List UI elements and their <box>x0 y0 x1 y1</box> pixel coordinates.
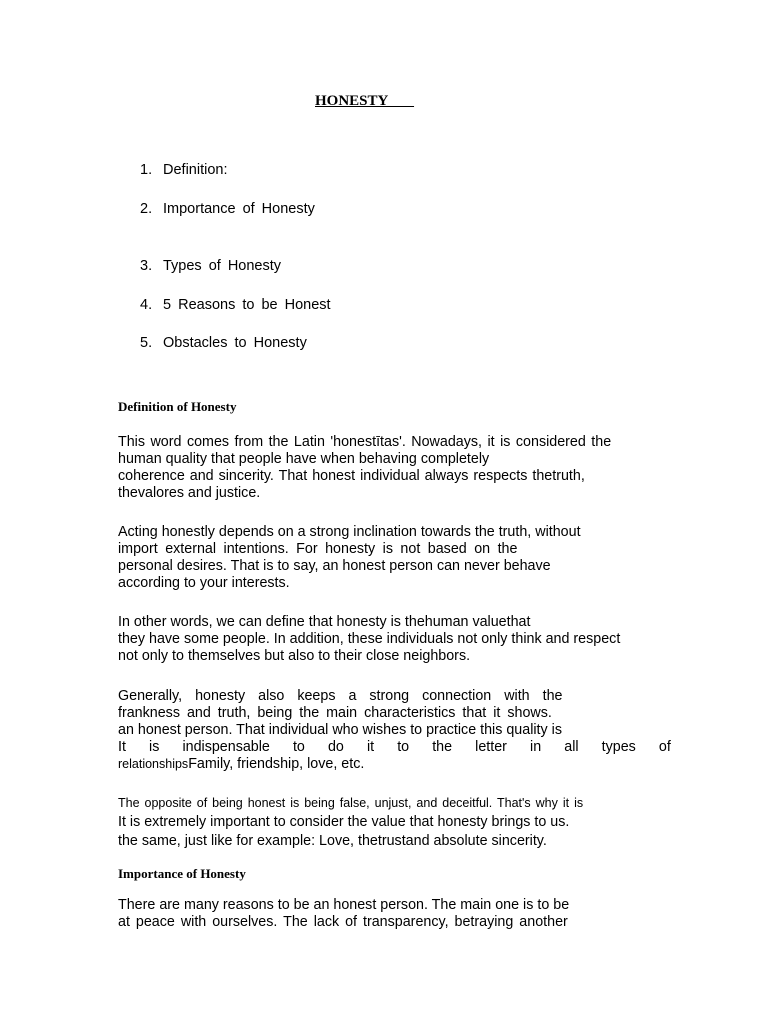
toc-item <box>140 297 331 313</box>
word: to <box>397 739 410 755</box>
paragraph-line: human quality that people have when behaving completely <box>118 451 490 467</box>
word: it <box>366 739 375 755</box>
word: in <box>530 739 542 755</box>
word: letter <box>475 739 507 755</box>
paragraph-line: It is extremely important to consider the value that honesty brings to us. <box>118 814 570 830</box>
paragraph <box>118 434 611 502</box>
word: of <box>658 739 671 755</box>
section-heading-definition: Definition of Honesty <box>118 399 237 414</box>
paragraph-line <box>118 756 671 773</box>
word: types <box>601 739 636 755</box>
paragraph-line: There are many reasons to be an honest person. The main one is to be <box>118 897 570 913</box>
toc-item-number: 4. <box>140 297 153 313</box>
paragraph-line: In other words, we can define that honesty is thehuman valuethat <box>118 614 531 630</box>
toc-item-text: Importance of Honesty <box>163 201 315 217</box>
toc-item <box>140 258 281 274</box>
word: indispensable <box>182 739 270 755</box>
toc-item-text: Obstacles to Honesty <box>163 335 307 351</box>
toc-item-number: 5. <box>140 335 153 351</box>
document-title: HONESTY <box>315 93 415 109</box>
paragraph-text: Family, friendship, love, etc. <box>188 756 365 772</box>
paragraph-line: This word comes from the Latin 'honestītas'. Nowadays, it is considered the <box>118 434 612 450</box>
word: It <box>118 739 126 755</box>
paragraph-line: import external intentions. For honesty is not based on the <box>118 541 518 557</box>
section-heading-importance: Importance of Honesty <box>118 866 246 881</box>
word: is <box>149 739 160 755</box>
paragraph-line: at peace with ourselves. The lack of transparency, betraying another <box>118 914 568 930</box>
toc-item <box>140 335 307 351</box>
paragraph-line: frankness and truth, being the main characteristics that it shows. <box>118 705 552 721</box>
small-text: relationships <box>118 757 189 771</box>
word: do <box>327 739 344 755</box>
paragraph-line: they have some people. In addition, these individuals not only think and respect <box>118 631 621 647</box>
paragraph <box>118 795 583 850</box>
paragraph-line: the same, just like for example: Love, thetrustand absolute sincerity. <box>118 833 547 849</box>
word: the <box>432 739 453 755</box>
paragraph-line: not only to themselves but also to their close neighbors. <box>118 648 471 664</box>
toc-item <box>140 201 315 217</box>
paragraph-line: Generally, honesty also keeps a strong connection with the <box>118 688 563 704</box>
paragraph-line: The opposite of being honest is being false, unjust, and deceitful. That's why it is <box>118 796 584 810</box>
toc-item <box>140 162 227 178</box>
paragraph <box>118 524 581 592</box>
toc-item-number: 2. <box>140 201 153 217</box>
toc-item-text: Types of Honesty <box>163 258 282 274</box>
toc-item-text: 5 Reasons to be Honest <box>163 297 331 313</box>
word: all <box>564 739 579 755</box>
paragraph-line: personal desires. That is to say, an honest person can never behave <box>118 558 551 574</box>
paragraph-line: coherence and sincerity. That honest individual always respects thetruth, <box>118 468 585 484</box>
paragraph <box>118 688 671 773</box>
toc-item-number: 3. <box>140 258 153 274</box>
paragraph <box>118 897 569 931</box>
toc-item-text: Definition: <box>163 162 228 178</box>
word: to <box>292 739 305 755</box>
paragraph-line: Acting honestly depends on a strong inclination towards the truth, without <box>118 524 581 540</box>
paragraph-line: thevalores and justice. <box>118 485 261 501</box>
paragraph-line: an honest person. That individual who wishes to practice this quality is <box>118 722 562 738</box>
paragraph-line: according to your interests. <box>118 575 290 591</box>
justified-line <box>118 739 671 756</box>
toc-item-number: 1. <box>140 162 153 178</box>
paragraph <box>118 614 620 665</box>
